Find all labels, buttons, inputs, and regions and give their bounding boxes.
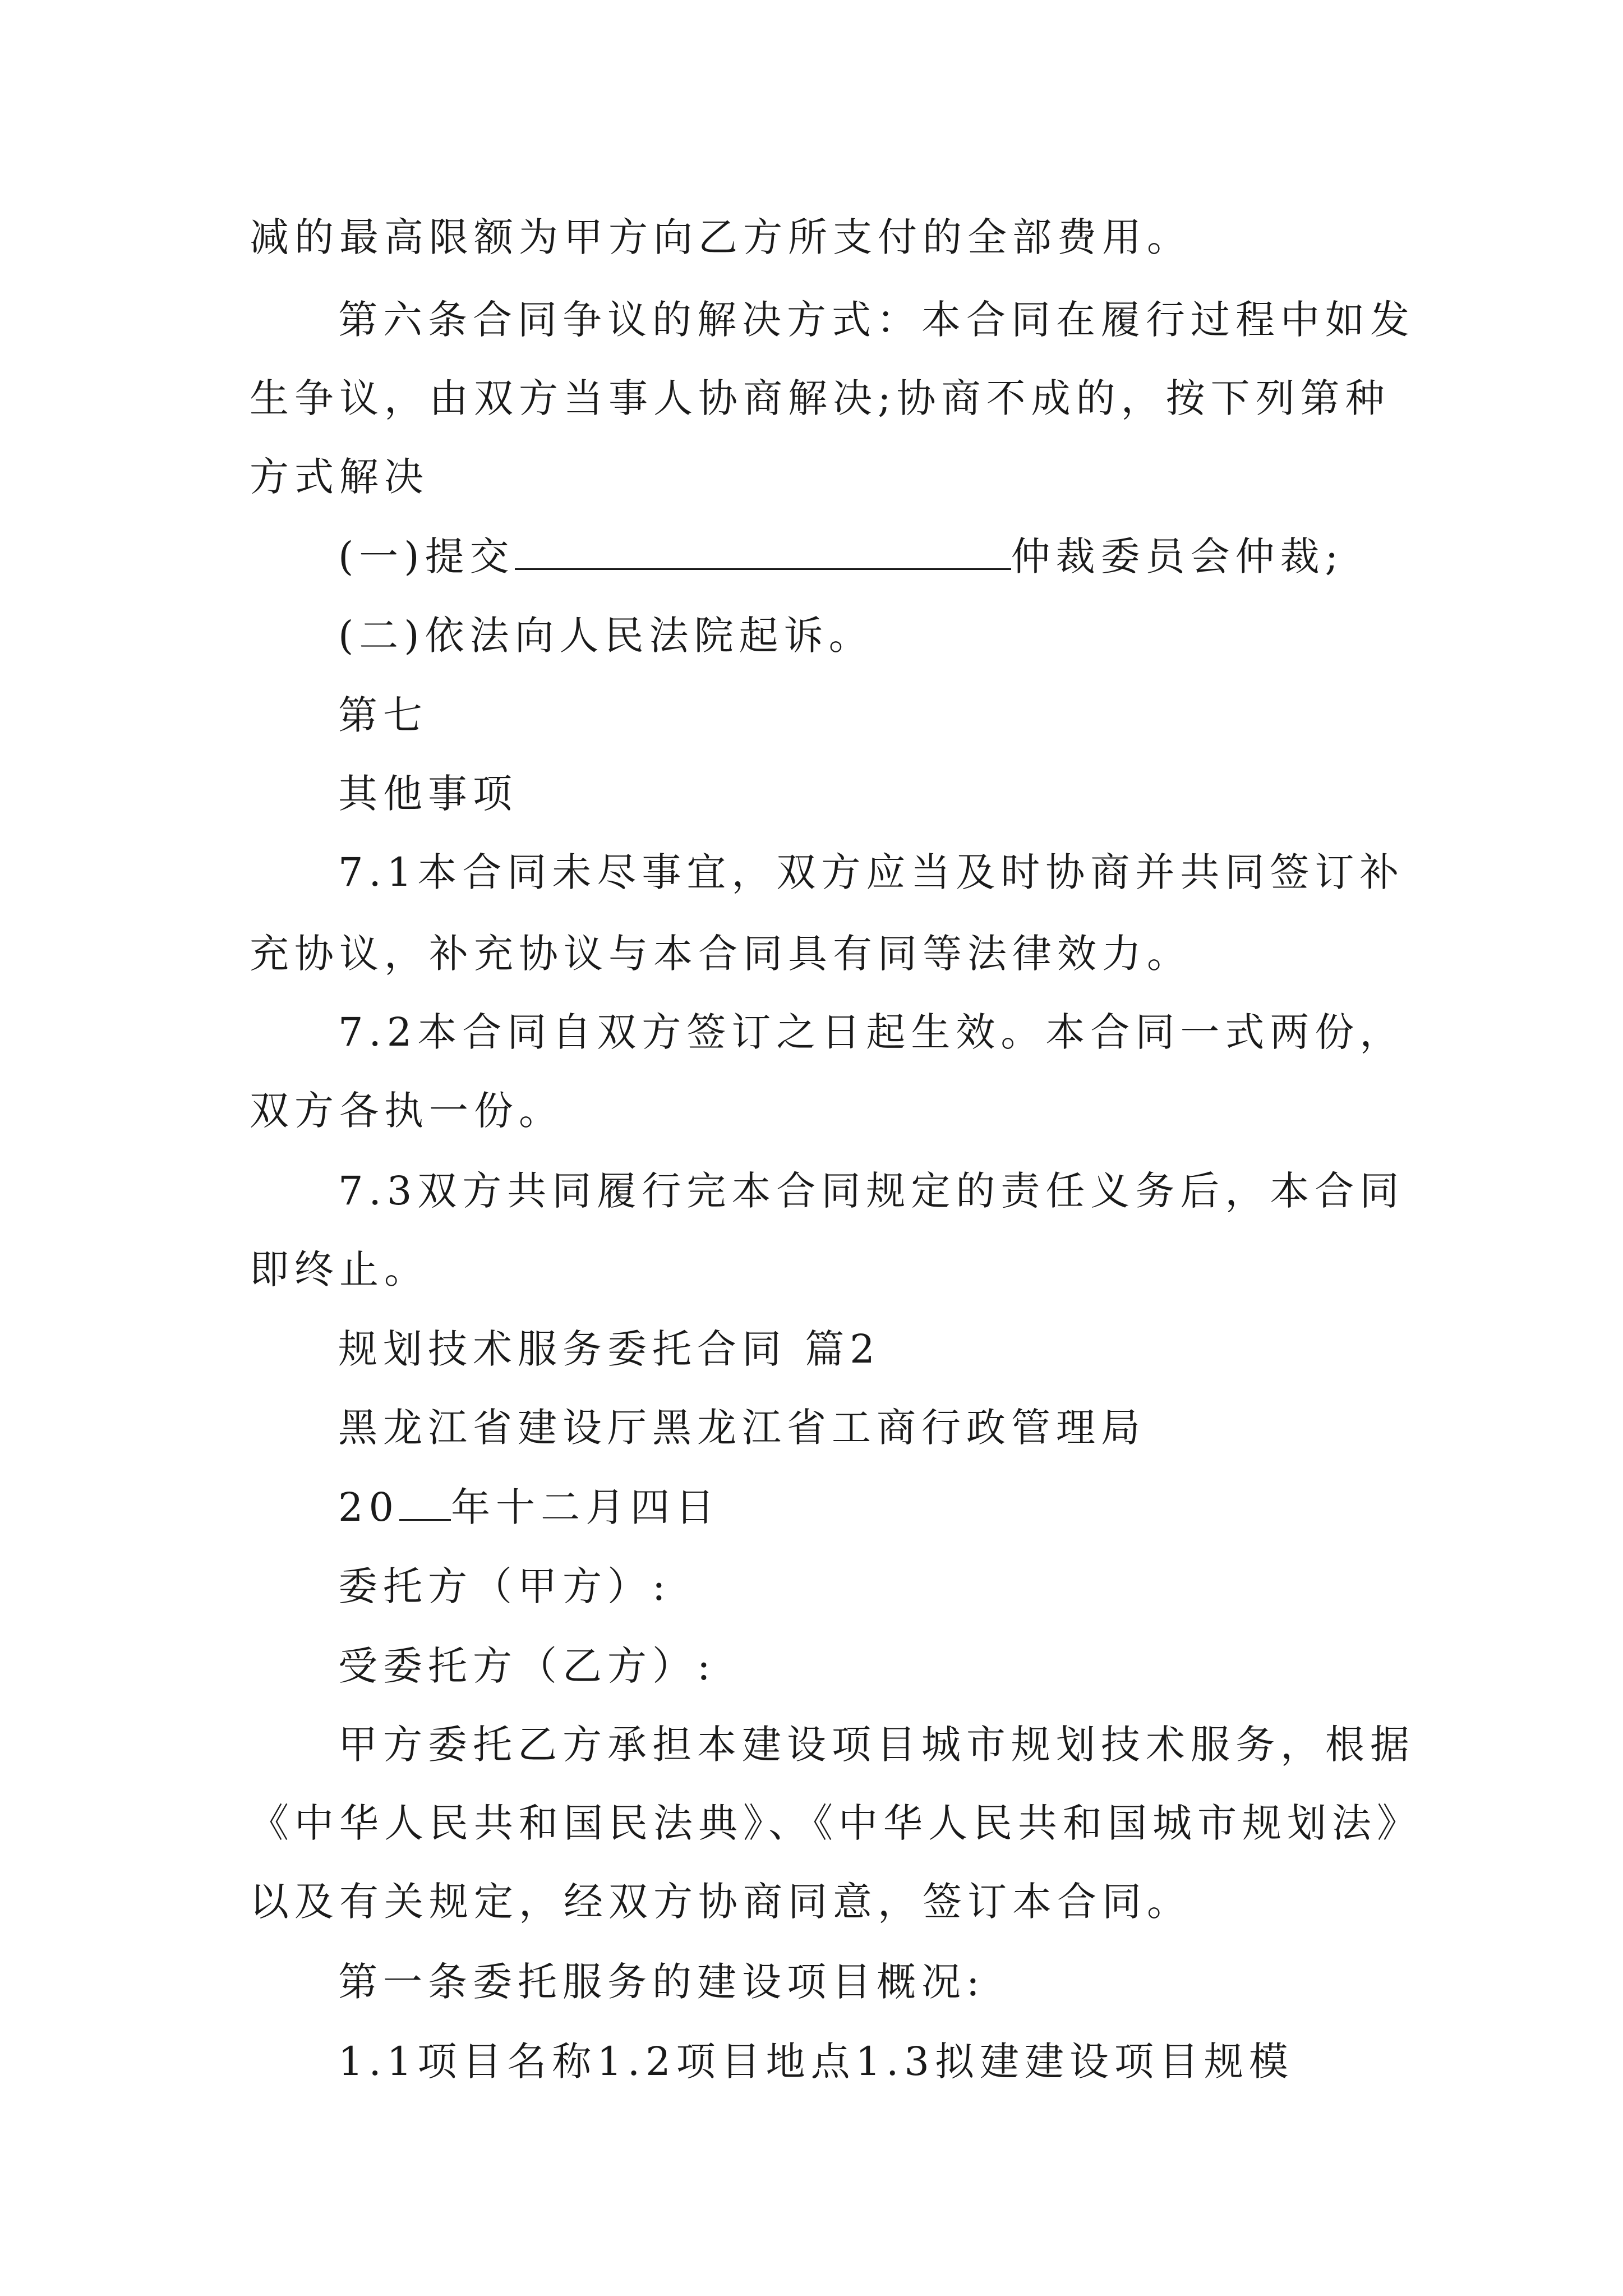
text-line-21: 《中华人民共和国民法典》、《中华人民共和国城市规划法》 bbox=[250, 1800, 1422, 1846]
text-line-24: 1.1项目名称1.2项目地点1.3拟建建设项目规模 bbox=[338, 2039, 1294, 2085]
text-line-1: 减的最高限额为甲方向乙方所支付的全部费用。 bbox=[250, 214, 1192, 260]
text-line-4: 方式解决 bbox=[250, 454, 429, 500]
arbitration-blank bbox=[515, 536, 1011, 570]
text-line-9: 7.1本合同未尽事宜，双方应当及时协商并共同签订补 bbox=[338, 849, 1405, 895]
text-line-13: 7.3双方共同履行完本合同规定的责任义务后，本合同 bbox=[338, 1168, 1405, 1214]
text-line-6: (二)依法向人民法院起诉。 bbox=[338, 613, 874, 659]
text-line-17 bbox=[338, 1484, 721, 1530]
text-line-11: 7.2本合同自双方签订之日起生效。本合同一式两份， bbox=[338, 1009, 1405, 1055]
text-line-14: 即终止。 bbox=[250, 1246, 429, 1292]
date-label: 年十二月四日 bbox=[451, 1484, 721, 1530]
year-blank bbox=[399, 1487, 451, 1521]
text-line-7: 第七 bbox=[338, 692, 428, 738]
text-line-20: 甲方委托乙方承担本建设项目城市规划技术服务，根据 bbox=[338, 1722, 1415, 1768]
arbitration-label: 仲裁委员会仲裁; bbox=[1011, 533, 1344, 579]
text-line-22: 以及有关规定，经双方协商同意，签订本合同。 bbox=[250, 1879, 1192, 1925]
text-line-16: 黑龙江省建设厅黑龙江省工商行政管理局 bbox=[338, 1405, 1146, 1451]
text-line-5 bbox=[338, 533, 1344, 579]
text-line-18: 委托方（甲方）: bbox=[338, 1563, 671, 1609]
year-prefix: 20 bbox=[338, 1484, 400, 1530]
text-line-23: 第一条委托服务的建设项目概况: bbox=[338, 1959, 985, 2005]
text-line-19: 受委托方（乙方）: bbox=[338, 1643, 716, 1689]
text-line-3: 生争议，由双方当事人协商解决;协商不成的，按下列第种 bbox=[250, 375, 1390, 421]
submit-label: (一)提交 bbox=[338, 533, 515, 579]
text-line-12: 双方各执一份。 bbox=[250, 1088, 564, 1134]
text-line-15: 规划技术服务委托合同 篇2 bbox=[338, 1326, 880, 1372]
text-line-8: 其他事项 bbox=[338, 771, 518, 817]
text-line-2: 第六条合同争议的解决方式：本合同在履行过程中如发 bbox=[338, 297, 1415, 343]
text-line-10: 充协议，补充协议与本合同具有同等法律效力。 bbox=[250, 931, 1192, 977]
